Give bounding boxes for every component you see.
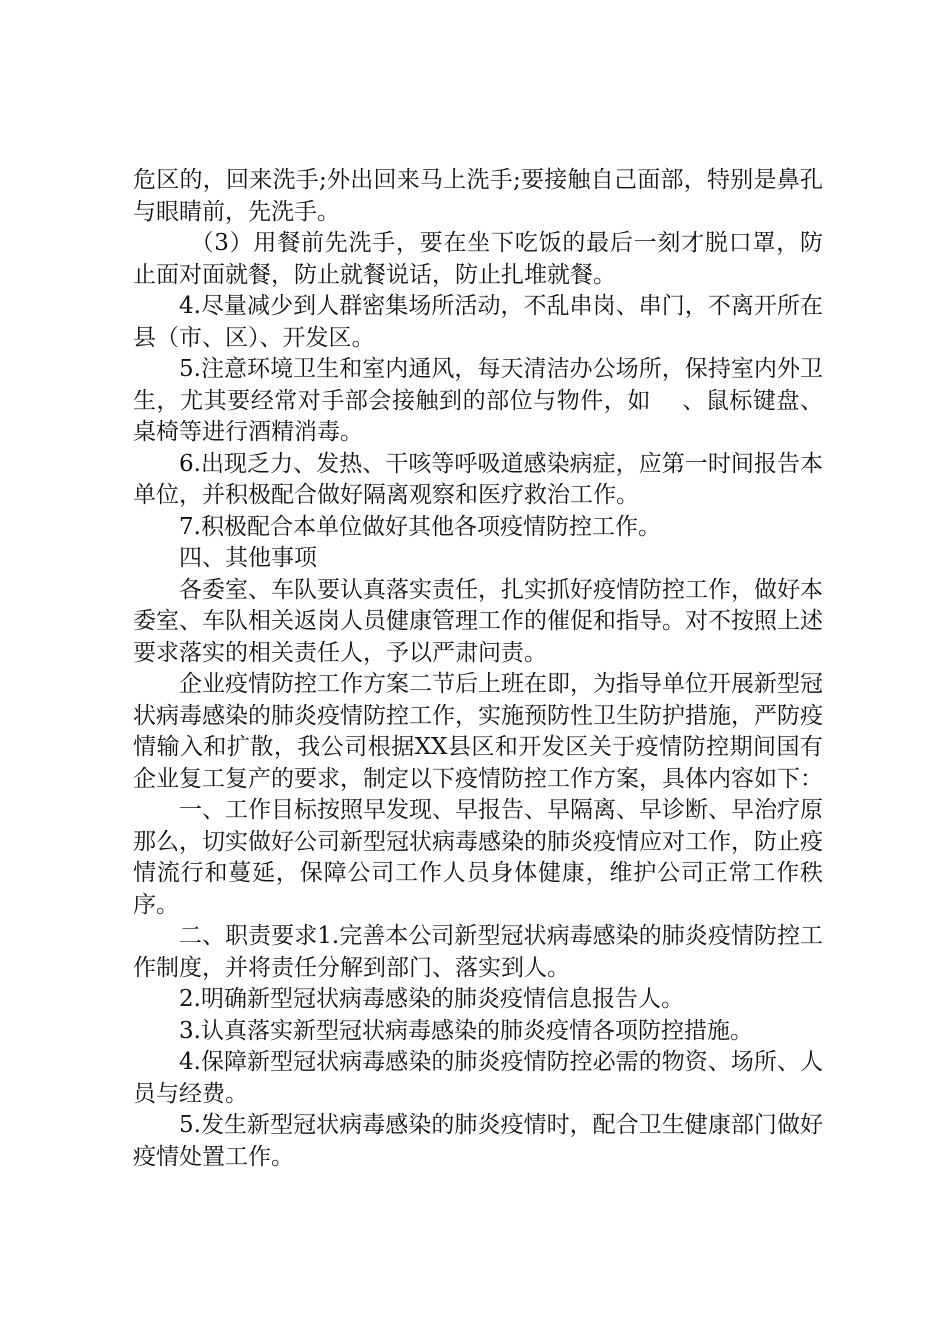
paragraph-7-cooperate: 7.积极配合本单位做好其他各项疫情防控工作。 (179, 513, 661, 540)
paragraph-continuation: 危区的，回来洗手;外出回来马上洗手;要接触自己面部，特别是鼻孔与眼睛前，先洗手。 (133, 167, 823, 225)
paragraph-duty-requirements-4: 4.保障新型冠状病毒感染的肺炎疫情防控必需的物资、场所、人员与经费。 (133, 1049, 823, 1107)
paragraph-work-goal: 一、工作目标按照早发现、早报告、早隔离、早诊断、早治疗原那么，切实做好公司新型冠状病毒感染的肺炎疫情应对工作，防止疫情流行和蔓延，保障公司工作人员身体健康，维护公司正常工作秩序。 (133, 797, 823, 918)
paragraph-responsibility: 各委室、车队要认真落实责任，扎实抓好疫情防控工作，做好本委室、车队相关返岗人员健康管理工作的催促和指导。对不按照上述要求落实的相关责任人，予以严肃问责。 (133, 576, 823, 666)
paragraph-5-environment-hygiene: 5.注意环境卫生和室内通风，每天清洁办公场所，保持室内外卫生，尤其要经常对手部会接触到的部位与物件，如 、鼠标键盘、桌椅等进行酒精消毒。 (133, 356, 823, 445)
paragraph-duty-requirements-3: 3.认真落实新型冠状病毒感染的肺炎疫情各项防控措施。 (179, 1017, 753, 1044)
paragraph-plan-two-intro: 企业疫情防控工作方案二节后上班在即，为指导单位开展新型冠状病毒感染的肺炎疫情防控工作，实施预防性卫生防护措施，严防疫情输入和扩散，我公司根据XX县区和开发区关于疫情防控期间国有企业复工复产的要求，制定以下疫情防控工作方案，具体内容如下： (133, 671, 823, 792)
paragraph-3-meal-handwash: （3）用餐前先洗手，要在坐下吃饭的最后一刻才脱口罩，防止面对面就餐，防止就餐说话，防止扎堆就餐。 (133, 230, 823, 288)
paragraph-duty-requirements-2: 2.明确新型冠状病毒感染的肺炎疫情信息报告人。 (179, 986, 684, 1012)
paragraph-4-reduce-gatherings: 4.尽量减少到人群密集场所活动，不乱串岗、串门，不离开所在县（市、区）、开发区。 (133, 293, 823, 351)
paragraph-duty-requirements-1: 二、职责要求1.完善本公司新型冠状病毒感染的肺炎疫情防控工作制度，并将责任分解到部门、落实到人。 (133, 923, 823, 981)
document-body (133, 165, 823, 1173)
section-heading-other-matters: 四、其他事项 (179, 545, 317, 571)
paragraph-6-symptoms-report: 6.出现乏力、发热、干咳等呼吸道感染病症，应第一时间报告本单位，并积极配合做好隔离观察和医疗救治工作。 (133, 450, 823, 508)
paragraph-duty-requirements-5: 5.发生新型冠状病毒感染的肺炎疫情时，配合卫生健康部门做好疫情处置工作。 (133, 1112, 823, 1170)
